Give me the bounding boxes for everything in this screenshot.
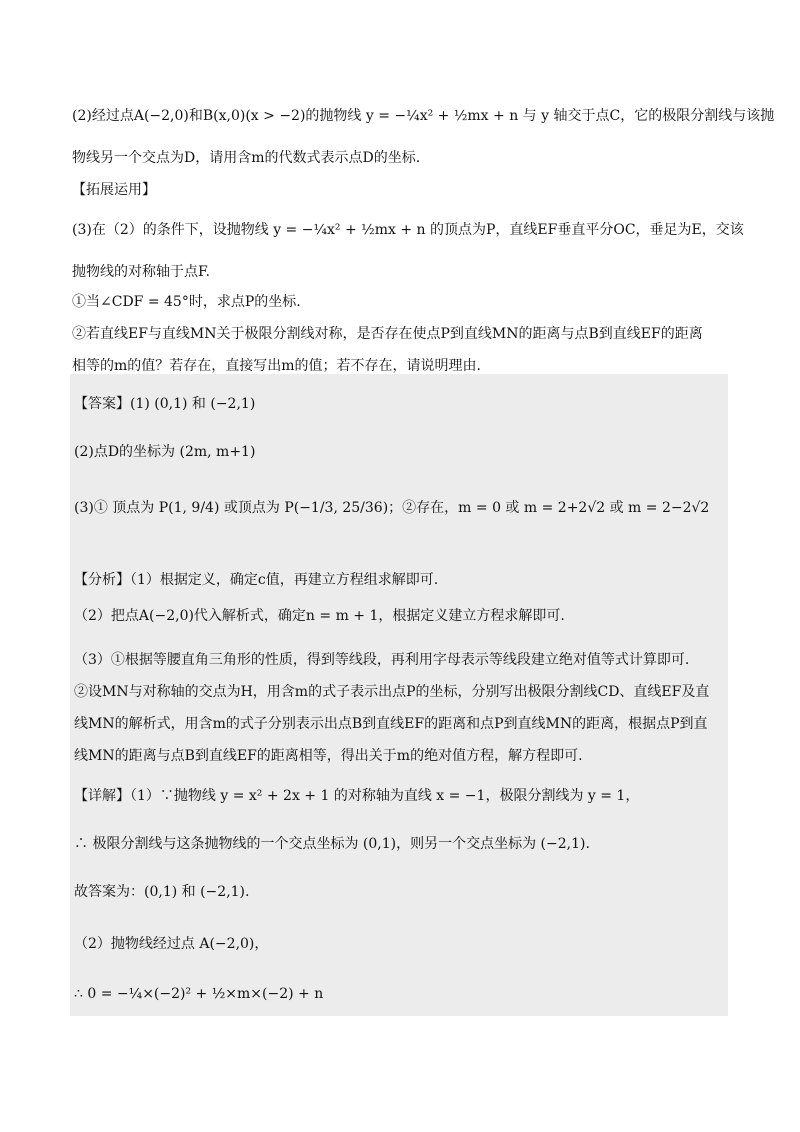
answer-2: (2)点D的坐标为 (2m, m+1)	[74, 444, 256, 460]
detail-2: ∴ 极限分割线与这条抛物线的一个交点坐标为 (0,1)，则另一个交点坐标为 (−2,1).	[74, 836, 590, 852]
analysis-5: 线MN的解析式，用含m的式子分别表示出点B到直线EF的距离和点P到直线MN的距离，根据点P到直	[74, 716, 708, 732]
question-part2-line2: 物线另一个交点为D，请用含m的代数式表示点D的坐标.	[72, 150, 421, 166]
analysis-4: ②设MN与对称轴的交点为H，用含m的式子表示出点P的坐标，分别写出极限分割线CD、直线EF及直	[74, 684, 710, 700]
analysis-1: 【分析】（1）根据定义，确定c值，再建立方程组求解即可.	[74, 572, 439, 588]
section-label-extension: 【拓展运用】	[72, 182, 156, 198]
answer-3: (3)① 顶点为 P(1, 9/4) 或顶点为 P(−1/3, 25/36)；②存在，m = 0 或 m = 2+2√2 或 m = 2−2√2	[74, 500, 710, 516]
detail-4: （2）抛物线经过点 A(−2,0)，	[74, 936, 269, 952]
question-sub1: ①当∠CDF = 45°时，求点P的坐标.	[72, 294, 301, 310]
detail-5: ∴ 0 = −¼×(−2)² + ½×m×(−2) + n	[74, 986, 324, 1002]
detail-3: 故答案为：(0,1) 和 (−2,1).	[74, 884, 250, 900]
question-sub2-line2: 相等的m的值？若存在，直接写出m的值；若不存在，请说明理由.	[72, 358, 481, 374]
answer-1: 【答案】(1) (0,1) 和 (−2,1)	[74, 396, 256, 412]
question-sub2-line1: ②若直线EF与直线MN关于极限分割线对称，是否存在使点P到直线MN的距离与点B到直线EF的距离	[72, 326, 703, 342]
question-part3-line1: (3)在（2）的条件下，设抛物线 y = −¼x² + ½mx + n 的顶点为P，直线EF垂直平分OC，垂足为E，交该	[72, 222, 744, 238]
detail-1: 【详解】（1）∵抛物线 y = x² + 2x + 1 的对称轴为直线 x = −1，极限分割线为 y = 1，	[74, 788, 640, 804]
question-part3-line2: 抛物线的对称轴于点F.	[72, 264, 210, 280]
analysis-2: （2）把点A(−2,0)代入解析式，确定n = m + 1，根据定义建立方程求解即可.	[74, 608, 565, 624]
question-part2-line1: (2)经过点A(−2,0)和B(x,0)(x > −2)的抛物线 y = −¼x² + ½mx + n 与 y 轴交于点C，它的极限分割线与该抛	[72, 108, 775, 124]
analysis-3: （3）①根据等腰直角三角形的性质，得到等线段，再利用字母表示等线段建立绝对值等式计算即可.	[74, 652, 690, 668]
analysis-6: 线MN的距离与点B到直线EF的距离相等，得出关于m的绝对值方程，解方程即可.	[74, 748, 583, 764]
